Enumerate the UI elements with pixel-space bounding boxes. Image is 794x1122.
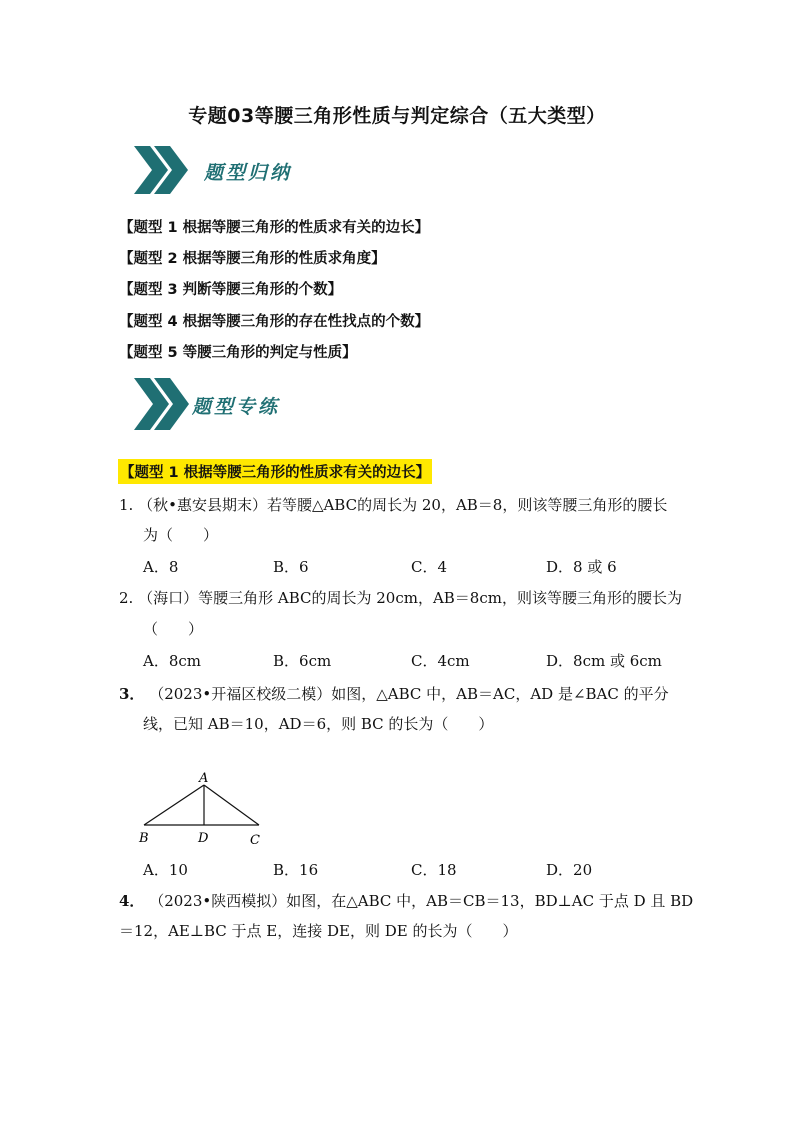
option-d: D．20 <box>546 861 593 879</box>
category-item: 【题型 4 根据等腰三角形的存在性找点的个数】 <box>119 314 430 330</box>
question-text: （秋•惠安县期末）若等腰△ABC的周长为 20，AB＝8，则该等腰三角形的腰长 <box>138 496 668 514</box>
question-text: （海口）等腰三角形 ABC的周长为 20cm，AB＝8cm，则该等腰三角形的腰长为 <box>138 589 682 607</box>
question-text: （2023•开福区校级二模）如图，△ABC 中，AB＝AC，AD 是∠BAC 的平分 <box>149 685 669 703</box>
question-number: 4． <box>119 892 145 910</box>
summary-banner-label: 题型归纳 <box>204 162 293 184</box>
practice-banner-label: 题型专练 <box>192 396 281 418</box>
question-4 <box>119 890 693 911</box>
question-2 <box>119 587 682 608</box>
question-1 <box>119 494 667 515</box>
vertex-label-c: C <box>250 833 260 848</box>
practice-banner <box>132 376 332 436</box>
category-item: 【题型 1 根据等腰三角形的性质求有关的边长】 <box>119 220 430 236</box>
section-heading: 【题型 1 根据等腰三角形的性质求有关的边长】 <box>118 459 432 484</box>
option-a: A．8 <box>143 558 179 576</box>
question-4-cont: ＝12，AE⊥BC 于点 E，连接 DE，则 DE 的长为（ ） <box>119 922 518 940</box>
page-title: 专题03等腰三角形性质与判定综合（五大类型） <box>188 105 606 127</box>
vertex-label-d: D <box>198 831 209 846</box>
question-1-cont: 为（ ） <box>143 526 219 544</box>
question-2-cont: （ ） <box>143 620 204 638</box>
vertex-label-a: A <box>199 771 209 786</box>
question-3 <box>119 683 669 704</box>
question-number: 2. <box>119 589 134 607</box>
category-item: 【题型 2 根据等腰三角形的性质求角度】 <box>119 251 386 267</box>
category-item: 【题型 3 判断等腰三角形的个数】 <box>119 282 343 298</box>
vertex-label-b: B <box>139 831 149 846</box>
double-chevron-icon <box>132 144 192 196</box>
option-b: B．6cm <box>273 652 332 670</box>
question-number: 1. <box>119 496 134 514</box>
option-b: B．16 <box>273 861 319 879</box>
question-text: （2023•陕西模拟）如图，在△ABC 中，AB＝CB＝13，BD⊥AC 于点 D 且 BD <box>149 892 694 910</box>
option-c: C．4 <box>411 558 448 576</box>
option-b: B．6 <box>273 558 309 576</box>
triangle-figure <box>134 768 274 854</box>
option-d: D．8 或 6 <box>546 558 617 576</box>
option-c: C．18 <box>411 861 457 879</box>
question-3-cont: 线，已知 AB＝10，AD＝6，则 BC 的长为（ ） <box>143 715 494 733</box>
question-number: 3． <box>119 685 145 703</box>
option-c: C．4cm <box>411 652 470 670</box>
option-a: A．10 <box>143 861 188 879</box>
summary-banner <box>132 144 332 204</box>
category-item: 【题型 5 等腰三角形的判定与性质】 <box>119 345 357 361</box>
option-a: A．8cm <box>143 652 202 670</box>
option-d: D．8cm 或 6cm <box>546 652 662 670</box>
double-chevron-icon <box>132 376 192 432</box>
